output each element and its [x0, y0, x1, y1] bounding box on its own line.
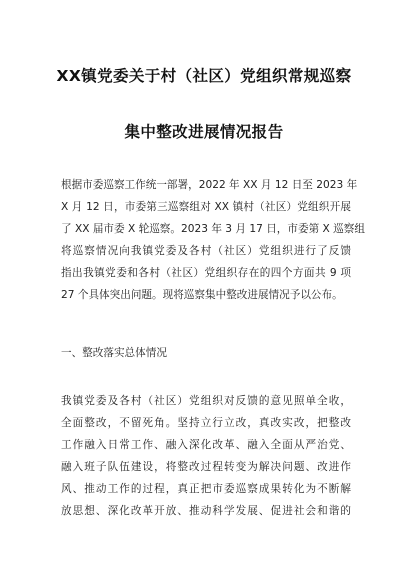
section-1-heading: 一、整改落实总体情况 — [61, 347, 167, 359]
paragraph-1-line-6: 27 个具体突出问题。现将巡察集中整改进展情况予以公布。 — [61, 289, 343, 301]
paragraph-2-line-2: 全面整改，不留死角。坚持立行立改，真改实改，把整改 — [61, 417, 351, 429]
paragraph-1-line-3: 了 XX 届市委 X 轮巡察。2023 年 3 月 17 日，市委第 X 巡察组 — [61, 223, 365, 235]
paragraph-1-line-5: 指出我镇党委和各村（社区）党组织存在的四个方面共 9 项 — [61, 267, 351, 279]
document-title-line-2: 集中整改进展情况报告 — [124, 123, 284, 141]
paragraph-2-line-6: 放思想、深化改革开放、推动科学发展、促进社会和谐的 — [61, 505, 351, 517]
paragraph-2-line-4: 融入班子队伍建设，将整改过程转变为解决问题、改进作 — [61, 461, 351, 473]
paragraph-2-line-3: 工作融入日常工作、融入深化改革、融入全面从严治党、 — [61, 439, 351, 451]
paragraph-1-line-1: 根据市委巡察工作统一部署，2022 年 XX 月 12 日至 2023 年 — [61, 179, 358, 191]
paragraph-1-line-4: 将巡察情况向我镇党委及各村（社区）党组织进行了反馈 — [61, 245, 351, 257]
paragraph-2-line-1: 我镇党委及各村（社区）党组织对反馈的意见照单全收， — [61, 395, 351, 407]
paragraph-1-line-2: X 月 12 日，市委第三巡察组对 XX 镇村（社区）党组织开展 — [61, 201, 351, 213]
paragraph-2-line-5: 风、推动工作的过程，真正把市委巡察成果转化为不断解 — [61, 483, 351, 495]
document-title-line-1: XX镇党委关于村（社区）党组织常规巡察 — [56, 67, 352, 85]
